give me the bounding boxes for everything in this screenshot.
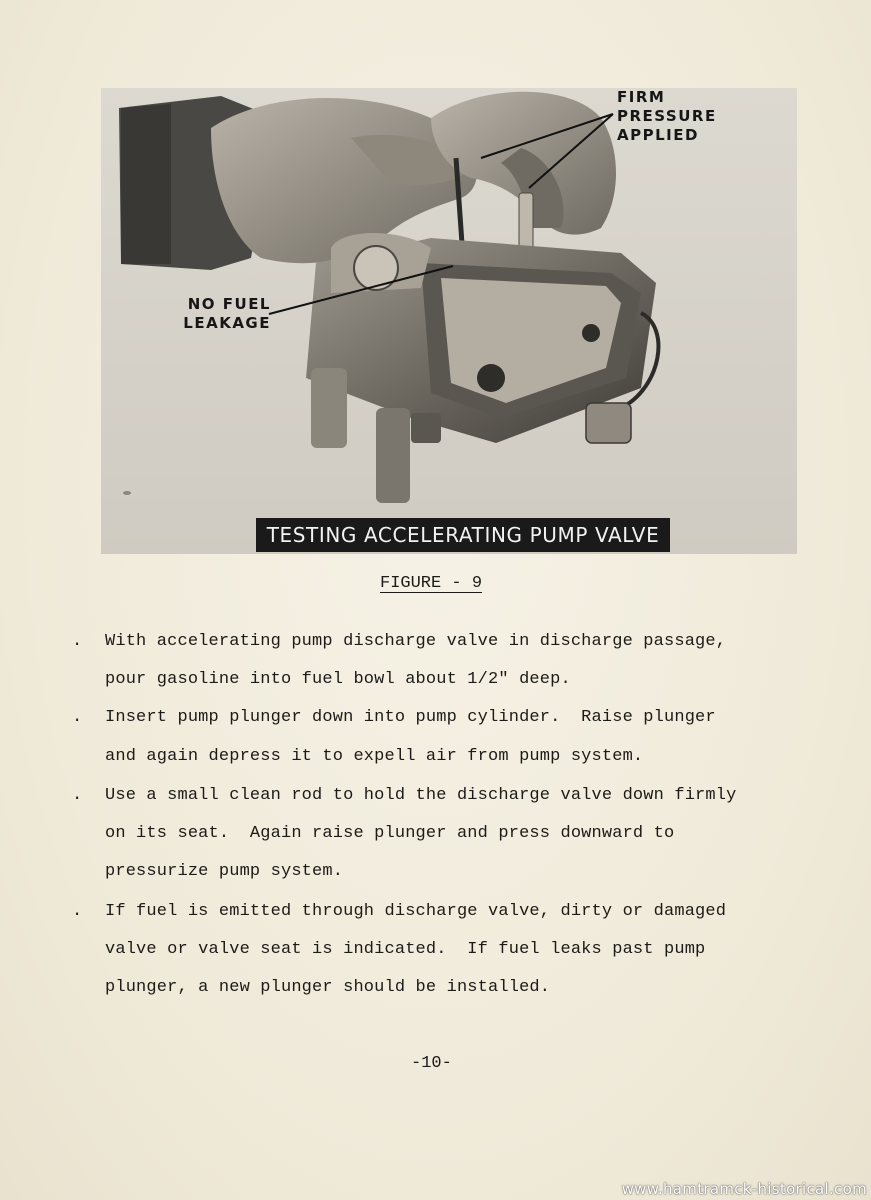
bullet-marker: . <box>72 786 83 805</box>
callout-firm-pressure-applied <box>617 88 717 145</box>
instruction-line: Use a small clean rod to hold the discharge valve down firmly <box>105 786 737 805</box>
page-number: -10- <box>411 1054 452 1073</box>
figure-photo <box>101 88 797 554</box>
instruction-line: valve or valve seat is indicated. If fuel leaks past pump <box>105 940 706 959</box>
bullet-marker: . <box>72 708 83 727</box>
callout-line: APPLIED <box>617 126 699 144</box>
instruction-line: pressurize pump system. <box>105 862 344 881</box>
instruction-line: pour gasoline into fuel bowl about 1/2" deep. <box>105 670 571 689</box>
figure-caption-band: TESTING ACCELERATING PUMP VALVE <box>256 518 670 552</box>
callout-line: FIRM <box>617 88 666 106</box>
bullet-marker: . <box>72 632 83 651</box>
callout-line: LEAKAGE <box>183 314 271 332</box>
instruction-line: If fuel is emitted through discharge valve, dirty or damaged <box>105 902 727 921</box>
instruction-line: and again depress it to expell air from pump system. <box>105 747 644 766</box>
watermark: www.hamtramck-historical.com <box>621 1180 867 1198</box>
instruction-line: With accelerating pump discharge valve in discharge passage, <box>105 632 727 651</box>
callout-line: NO FUEL <box>187 295 271 313</box>
instruction-line: on its seat. Again raise plunger and press downward to <box>105 824 675 843</box>
callout-no-fuel-leakage <box>177 295 271 333</box>
instruction-line: plunger, a new plunger should be installed. <box>105 978 551 997</box>
callout-line: PRESSURE <box>617 107 717 125</box>
figure-label: FIGURE - 9 <box>380 574 483 593</box>
bullet-marker: . <box>72 902 83 921</box>
instruction-line: Insert pump plunger down into pump cylinder. Raise plunger <box>105 708 716 727</box>
